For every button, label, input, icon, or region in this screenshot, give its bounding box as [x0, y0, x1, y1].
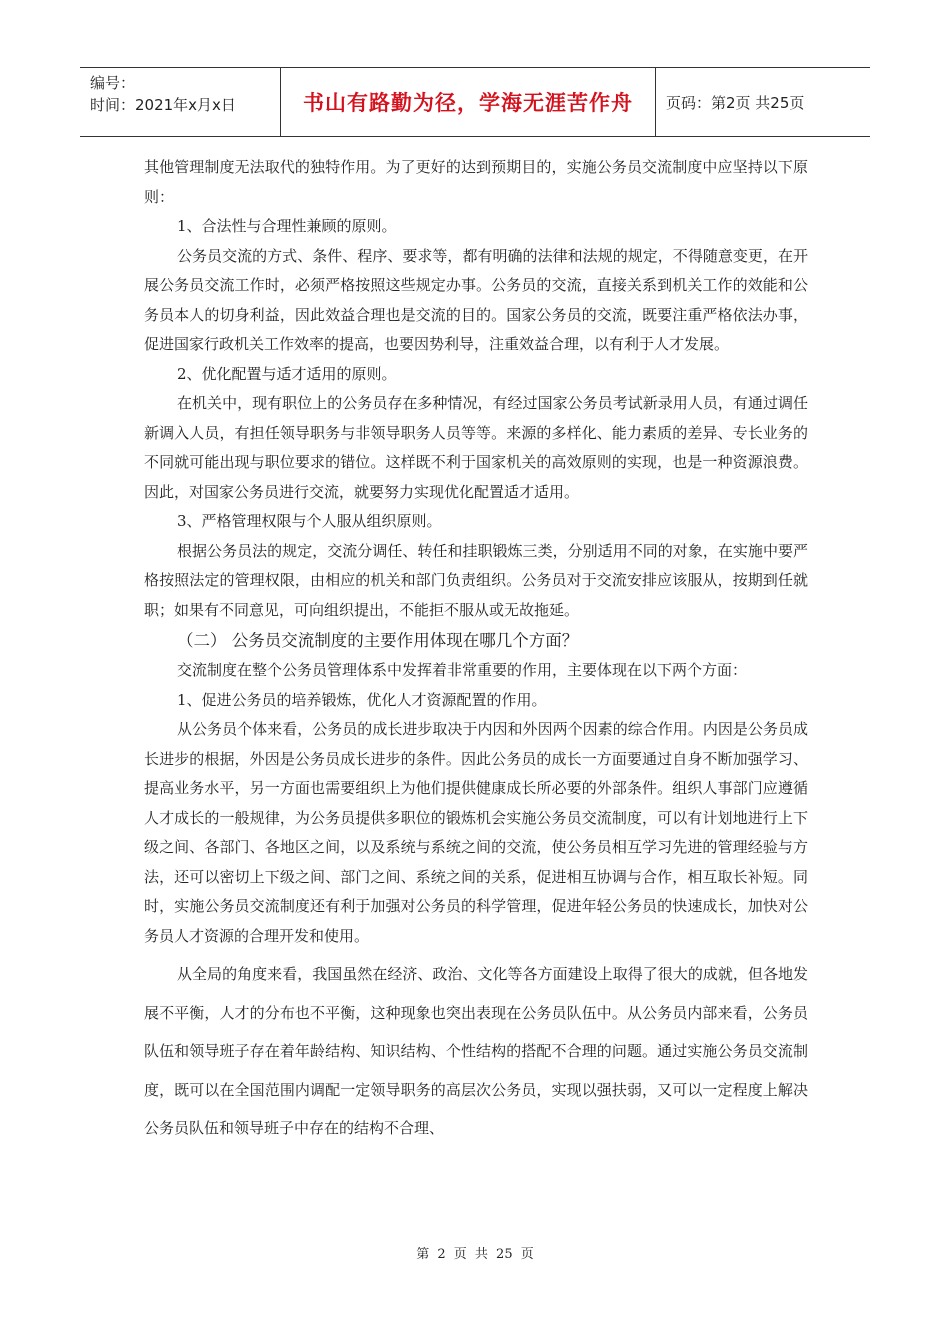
paragraph: 交流制度在整个公务员管理体系中发挥着非常重要的作用，主要体现在以下两个方面： [177, 661, 748, 679]
paragraph: 公务员交流的方式、条件、程序、要求等，都有明确的法律和法规的规定，不得随意变更，在开展公务员交流工作时，必须严格按照这些规定办事。公务员的交流，直接关系到机关工作的效能和公务员本人的切身利益，因此效益合理也是交流的目的。国家公务员的交流，既要注重严格依法办事，促进国家行政机关工作效率的提高，也要因势利导，注重效益合理，以有利于人才发展。 [144, 246, 808, 353]
paragraph: 在机关中，现有职位上的公务员存在多种情况，有经过国家公务员考试新录用人员，有通过调任新调入人员，有担任领导职务与非领导职务人员等等。来源的多样化、能力素质的差异、专长业务的不同就可能出现与职位要求的错位。这样既不利于国家机关的高效原则的实现，也是一种资源浪费。因此，对国家公务员进行交流，就要努力实现优化配置适才适用。 [144, 394, 808, 501]
header-page-cell [656, 68, 870, 136]
date-label: 时间：2021年x月x日 [90, 96, 236, 114]
page-label: 页码：第2页 共25页 [666, 93, 805, 112]
header-meta [80, 68, 280, 136]
principle-heading: 2、优化配置与适才适用的原则。 [177, 364, 397, 383]
principle-heading: 1、合法性与合理性兼顾的原则。 [177, 217, 397, 235]
motto-text: 书山有路勤为径，学海无涯苦作舟 [303, 91, 633, 115]
paragraph: 根据公务员法的规定，交流分调任、转任和挂职锻炼三类，分别适用不同的对象，在实施中要严格按照法定的管理权限，由相应的机关和部门负责组织。公务员对于交流安排应该服从，按期到任就职；如果有不同意见，可向组织提出，不能拒不服从或无故拖延。 [144, 541, 808, 619]
principle-heading: 1、促进公务员的培养锻炼，优化人才资源配置的作用。 [177, 690, 547, 709]
section-heading: （二） 公务员交流制度的主要作用体现在哪几个方面？ [177, 631, 579, 650]
paragraph: 其他管理制度无法取代的独特作用。为了更好的达到预期目的，实施公务员交流制度中应坚持以下原则： [144, 158, 808, 206]
paragraph: 从公务员个体来看，公务员的成长进步取决于内因和外因两个因素的综合作用。内因是公务员成长进步的根据，外因是公务员成长进步的条件。因此公务员的成长一方面要通过自身不断加强学习、提高业务水平，另一方面也需要组织上为他们提供健康成长所必要的外部条件。组织人事部门应遵循人才成长的一般规律，为公务员提供多职位的锻炼机会实施公务员交流制度，可以有计划地进行上下级之间、各部门、各地区之间，以及系统与系统之间的交流，使公务员相互学习先进的管理经验与方法，还可以密切上下级之间、部门之间、系统之间的关系，促进相互协调与合作，相互取长补短。同时，实施公务员交流制度还有利于加强对公务员的科学管理，促进年轻公务员的快速成长，加快对公务员人才资源的合理开发和使用。 [144, 720, 808, 945]
serial-label: 编号： [90, 74, 136, 92]
document-body [144, 153, 808, 1148]
page-header [80, 67, 870, 137]
header-motto-cell [280, 68, 656, 136]
principle-heading: 3、严格管理权限与个人服从组织原则。 [177, 512, 442, 530]
page-footer: 第 2 页 共 25 页 [416, 1247, 534, 1262]
paragraph: 从全局的角度来看，我国虽然在经济、政治、文化等各方面建设上取得了很大的成就，但各地发展不平衡，人才的分布也不平衡，这种现象也突出表现在公务员队伍中。从公务员内部来看，公务员队伍和领导班子存在着年龄结构、知识结构、个性结构的搭配不合理的问题。通过实施公务员交流制度，既可以在全国范围内调配一定领导职务的高层次公务员，实现以强扶弱，又可以一定程度上解决公务员队伍和领导班子中存在的结构不合理、 [144, 965, 808, 1137]
